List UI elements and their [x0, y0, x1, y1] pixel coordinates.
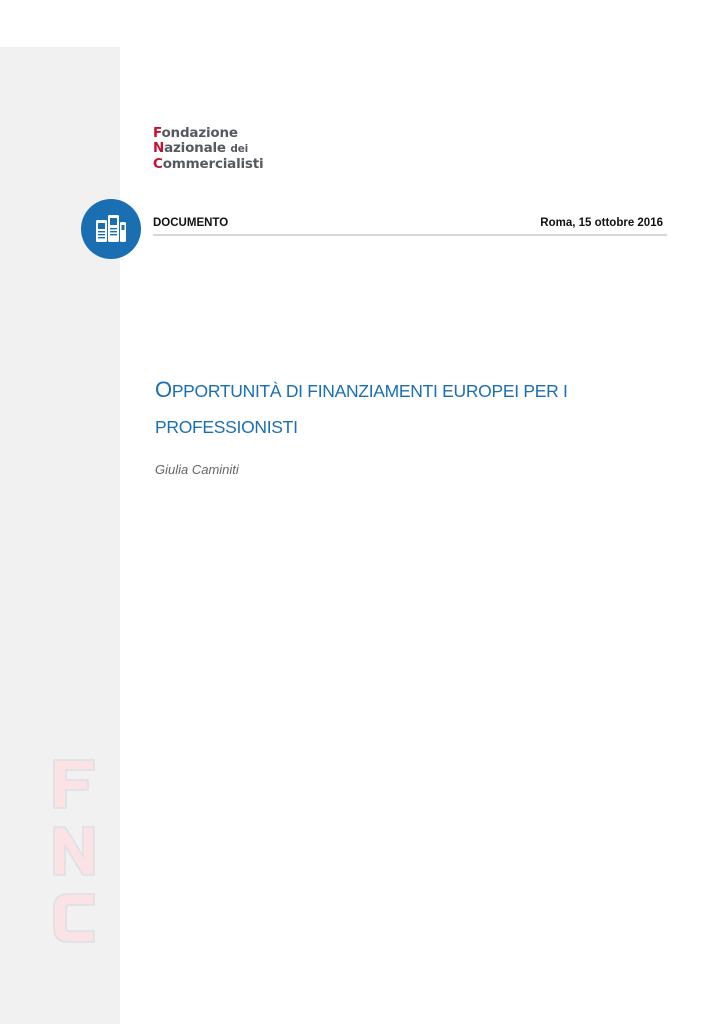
logo-text-fondazione: ondazione [161, 125, 238, 141]
document-date: Roma, 15 ottobre 2016 [540, 217, 663, 229]
watermark-letter-f [50, 756, 98, 812]
document-header-line [153, 217, 667, 236]
documents-badge [81, 199, 141, 259]
fnc-watermark [50, 756, 98, 957]
title-line-1-text: PPORTUNITÀ DI FINANZIAMENTI EUROPEI PER I [171, 381, 568, 401]
logo-text-commercialisti: ommercialisti [162, 156, 264, 172]
watermark-letter-n [50, 823, 98, 879]
logo-line-nazionale [153, 141, 263, 157]
title-initial: O [155, 377, 172, 402]
logo-text-dei: dei [230, 143, 249, 155]
watermark-letter-c [50, 890, 98, 946]
logo-initial-n: N [153, 140, 165, 156]
logo-line-fondazione [153, 126, 263, 141]
document-type-label: DOCUMENTO [153, 217, 229, 229]
document-title [155, 372, 675, 445]
document-author: Giulia Caminiti [155, 462, 239, 477]
fnc-logo [153, 126, 263, 172]
logo-text-nazionale: azionale [164, 140, 226, 156]
logo-line-commercialisti [153, 157, 263, 172]
title-line-1 [155, 372, 675, 409]
title-line-2: PROFESSIONISTI [155, 417, 298, 437]
logo-initial-c: C [153, 156, 163, 172]
logo-initial-f: F [153, 125, 162, 141]
documents-icon [94, 212, 128, 246]
